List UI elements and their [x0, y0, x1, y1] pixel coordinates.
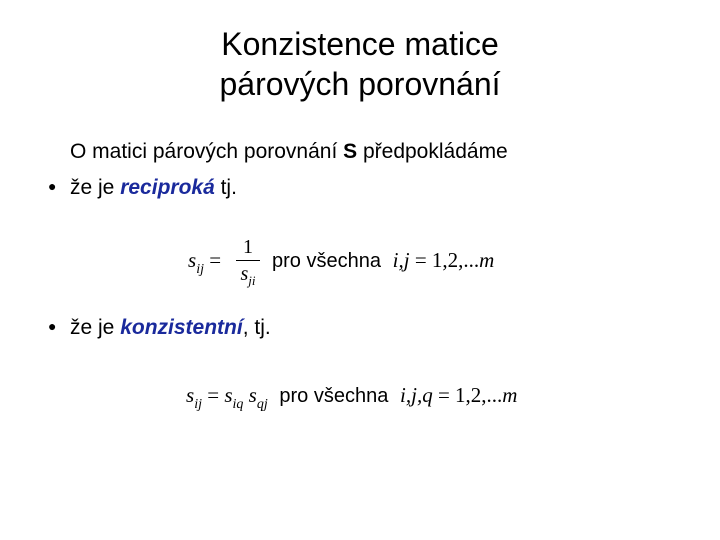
formula2-equation: $s_{ij} = s_{iq}$ $s_{qj}$	[186, 383, 268, 412]
bullet-dot-icon: ●	[48, 318, 57, 334]
slide-title	[0, 24, 720, 104]
formula2-range: i,j,q = 1,2,...m	[400, 383, 518, 407]
intro-text-main: O matici párových porovnání	[70, 140, 344, 163]
bullet1-prefix: že je	[70, 176, 121, 199]
title-line-1: Konzistence matice	[221, 26, 499, 62]
bullet2-suffix: , tj.	[242, 316, 271, 339]
matrix-symbol: S	[343, 140, 358, 163]
bullet2-prefix: že je	[70, 316, 121, 339]
bullet-reciprocal	[48, 176, 237, 200]
fraction-numerator: 1	[243, 236, 253, 258]
title-line-2: párových porovnání	[219, 66, 501, 102]
fraction-bar	[236, 260, 260, 261]
bullet1-suffix: tj.	[214, 176, 237, 199]
formula1-fraction	[236, 236, 260, 292]
fraction-denominator: $s_{ji}$	[240, 263, 256, 288]
formula2-condition-text: pro všechna	[279, 385, 389, 407]
consistency-formula	[186, 383, 517, 413]
bullet1-highlight: reciproká	[120, 176, 215, 199]
bullet-dot-icon: ●	[48, 178, 57, 194]
bullet2-highlight: konzistentní	[120, 316, 243, 339]
bullet-consistent	[48, 316, 271, 340]
formula1-condition: pro všechna i,j = 1,2,...m	[272, 248, 495, 272]
formula1-lhs: $s_{ij}$ =	[188, 248, 222, 277]
intro-text-tail: předpokládáme	[357, 140, 508, 163]
intro-text	[70, 140, 508, 164]
